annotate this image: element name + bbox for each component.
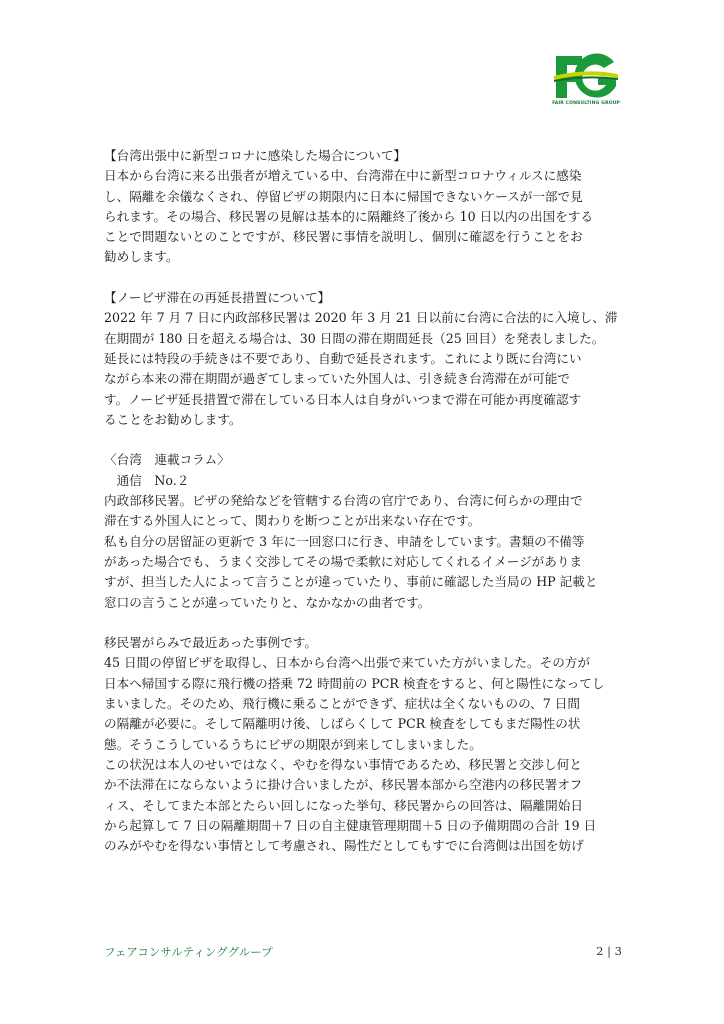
column-paragraph: 内政部移民署。ビザの発給などを管轄する台湾の官庁であり、台湾に何らかの理由で 滞在する外国人にとって、関わりを断つことが出来ない存在です。 私も自分の居留証の更新で 3 年に一回窓口に行き、申請をしています。書類の不備等 があった場合でも、うまく交渉してその場で柔軟に対応してくれるイメージがありま すが、担当した人によって言うことが違っていたり、事前に確認した当局の HP 記載と 窓口の言うことが違っていたりと、なかなかの曲者です。: [104, 493, 598, 610]
logo-caption: FAIR CONSULTING GROUP: [552, 101, 620, 106]
section-heading: 【台湾出張中に新型コロナに感染した場合について】: [104, 148, 406, 163]
column-subtitle: 通信 No.２: [104, 472, 190, 488]
page-number: 2 | 3: [596, 944, 622, 958]
column-paragraph: 移民署がらみで最近あった事例です。 45 日間の停留ビザを取得し、日本から台湾へ出張で来ていた方がいました。その方が 日本へ帰国する際に飛行機の搭乗 72 時間前の PCR 検査をすると、何と陽性になってし まいました。そのため、飛行機に乗ることができず、症状は全くないものの、7 日間 の隔離が必要に。そして隔離明け後、しばらくして PCR 検査をしてもまだ陽性の状 態。そうこうしているうちにビザの期限が到来してしまいました。 この状況は本人のせいではなく、やむを得ない事情であるため、移民署と交渉し何と か不法滞在にならないように掛け合いましたが、移民署本部から空港内の移民署オフ ィス、そしてまた本部とたらい回しになった挙句、移民署からの回答は、隔離開始日 から起算して 7 日の隔離期間＋7 日の自主健康管理期間＋5 日の予備期間の合計 19 日 のみがやむを得ない事情として考慮され、陽性だとしてもすでに台湾側は出国を妨げ: [104, 635, 605, 854]
column-title: 〈台湾 連載コラム〉: [104, 452, 230, 468]
section-paragraph: 日本から台湾に来る出張者が増えている中、台湾滞在中に新型コロナウィルスに感染 し、隔離を余儀なくされ、停留ビザの期限内に日本に帰国できないケースが一部で見 られます。その場合、移民署の見解は基本的に隔離終了後から 10 日以内の出国をする ことで問題ないとのことですが、移民署に事情を説明し、個別に確認を行うことをお 勧めします。: [104, 168, 593, 265]
section-heading: 【ノービザ滞在の再延長措置について】: [104, 290, 331, 306]
section-paragraph: 2022 年 7 月 7 日に内政部移民署は 2020 年 3 月 21 日以前に台湾に合法的に入境し、滞 在期間が 180 日を超える場合は、30 日間の滞在期間延長（25 回目）を発表しました。 延長には特段の手続きは不要であり、自動で延長されます。これにより既に台湾にい ながら本来の滞在期間が過ぎてしまっていた外国人は、引き続き台湾滞在が可能で す。ノービザ延長措置で滞在している日本人は自身がいつまで滞在可能か再度確認す ることをお勧めします。: [104, 310, 618, 427]
footer-company-name: フェアコンサルティンググループ: [104, 945, 273, 959]
document-body: [104, 146, 624, 856]
